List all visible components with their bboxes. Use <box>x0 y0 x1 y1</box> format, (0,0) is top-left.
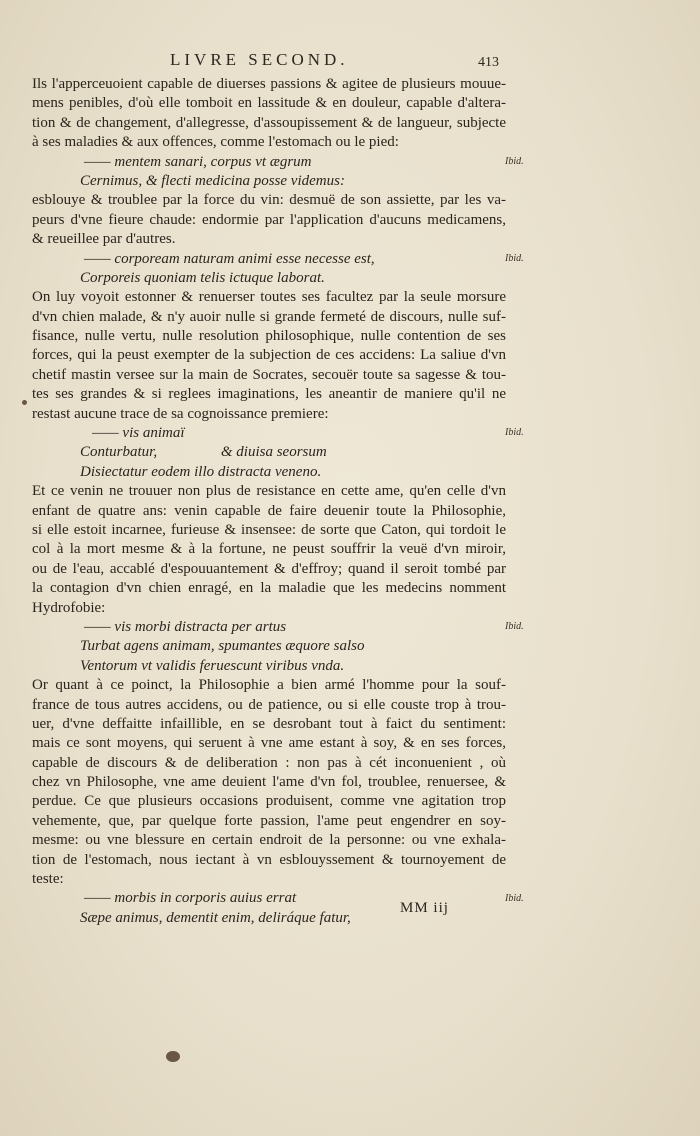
text-line: —— vis morbi distracta per artus <box>84 618 287 635</box>
text-line: Ventorum vt validis feruescunt viribus vnda. <box>80 657 345 674</box>
text-line: esblouye & troublee par la force du vin: desmuë de son assiette, par les va- <box>32 192 506 209</box>
text-line: la contagion d'vn chien enragé, en la maladie que les medecins nomment <box>32 580 506 597</box>
text-line: Or quant à ce poinct, la Philosophie a bien armé l'homme pour la souf- <box>32 677 506 694</box>
text-line: Cernimus, & flecti medicina posse videmus: <box>80 172 345 189</box>
text-line: & reueillee par d'autres. <box>32 231 176 248</box>
text-line: vehemente, que, par quelque forte passion, l'ame peut engendrer en soy- <box>32 812 506 829</box>
text-line: uer, d'vne deffaitte infaillible, en se desrobant tout à faict du sentiment: <box>32 715 506 732</box>
text-line: —— corpoream naturam animi esse necesse est, <box>84 250 375 267</box>
text-line: forces, qui la peust exempter de la subjection de ces accidens: La saliue d'vn <box>32 347 506 364</box>
text-line: teste: <box>32 871 64 888</box>
text-line: enfant de quatre ans: venin capable de faire deuenir toute la Philosophie, <box>32 502 506 519</box>
text-line: —— mentem sanari, corpus vt ægrum <box>84 153 312 170</box>
text-line: perdue. Ce que plusieurs occasions produisent, comme vne agitation trop <box>32 793 506 810</box>
text-line: fisance, nulle vertu, nulle resolution philosophique, nulle contention de ses <box>32 328 506 345</box>
text-line: Et ce venin ne trouuer non plus de resistance en cette ame, qu'en celle d'vn <box>32 483 506 500</box>
text-line: restast aucune trace de sa cognoissance premiere: <box>32 405 329 422</box>
text-line: On luy voyoit estonner & renuerser toutes ses facultez par la seule morsure <box>32 289 506 306</box>
text-line: Corporeis quoniam telis ictuque laborat. <box>80 269 325 286</box>
ink-blot <box>166 1051 180 1062</box>
page-header <box>0 50 700 74</box>
running-title: LIVRE SECOND. <box>170 50 349 69</box>
margin-note: Ibid. <box>505 427 524 439</box>
text-line: —— vis animaï <box>92 425 185 442</box>
text-line: tion & de changement, d'allegresse, d'assoupissement & de langueur, subjecte <box>32 114 506 131</box>
text-line: Ils l'apperceuoient capable de diuerses passions & agitee de plusieurs mouue- <box>32 76 506 92</box>
text-line: mens penibles, d'où elle tomboit en lassitude & en douleur, capable d'altera- <box>32 95 506 112</box>
page-number: 413 <box>478 55 499 70</box>
text-line: Conturbatur, & diuisa seorsum <box>80 444 327 461</box>
text-line: chetif mastin versee sur la main de Socrates, secouër toute sa sagesse & tou- <box>32 366 506 383</box>
signature-mark: MM iij <box>400 900 449 916</box>
text-line: chez vn Philosophe, vne ame deuient l'ame d'vn fol, troublee, renuersee, & <box>32 774 506 791</box>
text-line: d'vn chien malade, & n'y auoir nulle si grande fermeté de discours, nulle suf- <box>32 308 506 325</box>
text-line: mesme: ou vne blessure en certain endroit de la personne: ou vne exhala- <box>32 832 506 849</box>
text-line: col à la mort mesme & à la fortune, ne peust souffrir la veuë d'vn miroir, <box>32 541 506 558</box>
margin-note: Ibid. <box>505 155 524 167</box>
text-line: mais ce sont moyens, qui seruent à vne ame estant à soy, & en ses forces, <box>32 735 506 752</box>
text-line: peurs d'vne fieure chaude: endormie par l'application d'aucuns medicamens, <box>32 211 506 228</box>
margin-note: Ibid. <box>505 892 524 904</box>
text-line: tion de l'estomach, nous iectant à vn esblouyssement & tournoyement de <box>32 851 506 868</box>
main-text <box>32 75 506 928</box>
text-line: france de tous autres accidens, ou de patience, ou si elle couste trop à trou- <box>32 696 506 713</box>
text-line: Hydrofobie: <box>32 599 106 616</box>
margin-note: Ibid. <box>505 621 524 633</box>
text-line: à ses maladies & aux offences, comme l'estomach ou le pied: <box>32 134 399 151</box>
text-line: tes ses grandes & si reglees imaginations, les aneantir de maniere qu'il ne <box>32 386 506 403</box>
text-line: Sæpe animus, dementit enim, deliráque fatur, <box>80 909 351 926</box>
text-line: si elle estoit incarnee, furieuse & insensee: de sorte que Caton, qui tordoit le <box>32 521 506 538</box>
text-line: capable de discours & de deliberation : non pas à cét inconuenient , où <box>32 754 506 771</box>
text-line: —— morbis in corporis auius errat <box>84 890 297 907</box>
margin-note: Ibid. <box>505 252 524 264</box>
text-line: Disiectatur eodem illo distracta veneno. <box>80 463 322 480</box>
text-line: Turbat agens animam, spumantes æquore salso <box>80 638 365 655</box>
ink-speck <box>22 400 27 405</box>
text-line: ou de l'eau, accablé d'espouuantement & d'effroy; quand il seroit tombé par <box>32 560 506 577</box>
